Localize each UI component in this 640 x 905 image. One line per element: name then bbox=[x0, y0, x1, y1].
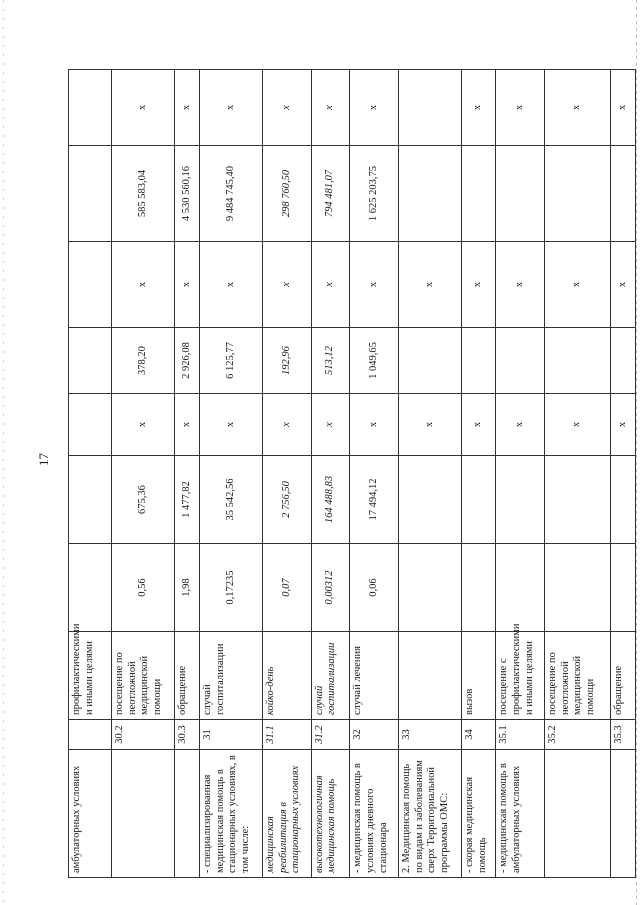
percent-cell: х bbox=[263, 70, 312, 146]
percapita-oms: 1 049,65 bbox=[350, 328, 399, 394]
percapita-budget: х bbox=[112, 394, 175, 456]
cost-budget: х bbox=[496, 242, 545, 328]
norm-cost bbox=[610, 456, 635, 544]
cost-budget: х bbox=[544, 242, 610, 328]
percapita-oms: 378,20 bbox=[112, 328, 175, 394]
unit-cell: обращение bbox=[175, 632, 200, 720]
norm-cost: 17 494,12 bbox=[350, 456, 399, 544]
cost-oms: 9 484 745,40 bbox=[200, 146, 263, 242]
percent-cell bbox=[399, 70, 462, 146]
norm-volume: 0,06 bbox=[350, 544, 399, 632]
percapita-budget bbox=[69, 394, 112, 456]
percent-cell: х bbox=[200, 70, 263, 146]
cost-oms bbox=[496, 146, 545, 242]
table-row bbox=[399, 70, 462, 878]
cost-oms: 1 625 203,75 bbox=[350, 146, 399, 242]
cost-budget: х bbox=[263, 242, 312, 328]
row-label: медицинская реабилитация в стационарных условиях bbox=[263, 750, 312, 878]
percapita-oms: 2 926,08 bbox=[175, 328, 200, 394]
percapita-budget: х bbox=[462, 394, 496, 456]
cost-oms: 298 760,50 bbox=[263, 146, 312, 242]
unit-cell: случай госпитализации bbox=[311, 632, 350, 720]
percent-cell bbox=[69, 70, 112, 146]
row-label: - скорая медицинская помощь bbox=[462, 750, 496, 878]
cost-oms: 4 530 560,16 bbox=[175, 146, 200, 242]
percent-cell: х bbox=[311, 70, 350, 146]
table-row bbox=[311, 70, 350, 878]
table-row bbox=[350, 70, 399, 878]
norm-cost bbox=[544, 456, 610, 544]
norm-volume bbox=[496, 544, 545, 632]
cost-oms bbox=[399, 146, 462, 242]
row-label: - медицинская помощь в условиях дневного стационара bbox=[350, 750, 399, 878]
row-number: 35.2 bbox=[544, 720, 610, 750]
cost-budget: х bbox=[462, 242, 496, 328]
percent-cell: х bbox=[544, 70, 610, 146]
row-number bbox=[69, 720, 112, 750]
norm-volume bbox=[462, 544, 496, 632]
table-row bbox=[112, 70, 175, 878]
row-label bbox=[175, 750, 200, 878]
row-number: 32 bbox=[350, 720, 399, 750]
cost-budget: х bbox=[175, 242, 200, 328]
percapita-budget: х bbox=[263, 394, 312, 456]
scan-edge-right bbox=[636, 0, 637, 905]
norm-volume: 0,07 bbox=[263, 544, 312, 632]
unit-cell: случай лечения bbox=[350, 632, 399, 720]
percapita-oms bbox=[496, 328, 545, 394]
norm-volume bbox=[610, 544, 635, 632]
row-number: 35.3 bbox=[610, 720, 635, 750]
financing-table bbox=[68, 69, 636, 878]
cost-budget: х bbox=[350, 242, 399, 328]
cost-budget: х bbox=[112, 242, 175, 328]
norm-cost: 164 488,83 bbox=[311, 456, 350, 544]
percent-cell: х bbox=[496, 70, 545, 146]
table-row bbox=[544, 70, 610, 878]
norm-cost: 675,36 bbox=[112, 456, 175, 544]
unit-cell: посещение по неотложной медицинской помощи bbox=[112, 632, 175, 720]
row-label: амбулаторных условиях bbox=[69, 750, 112, 878]
norm-volume: 0,00312 bbox=[311, 544, 350, 632]
unit-cell: случай госпитализации bbox=[200, 632, 263, 720]
unit-cell: профилактическими и иными целями bbox=[69, 632, 112, 720]
cost-budget: х bbox=[311, 242, 350, 328]
table-row bbox=[462, 70, 496, 878]
norm-volume bbox=[399, 544, 462, 632]
row-number: 30.3 bbox=[175, 720, 200, 750]
table-row bbox=[175, 70, 200, 878]
row-label: 2. Медицинская помощь по видам и заболеваниям сверх Территориальной программы ОМС: bbox=[399, 750, 462, 878]
percapita-oms: 6 125,77 bbox=[200, 328, 263, 394]
table-row bbox=[496, 70, 545, 878]
row-label: - медицинская помощь в амбулаторных условиях bbox=[496, 750, 545, 878]
cost-oms bbox=[69, 146, 112, 242]
percent-cell: х bbox=[350, 70, 399, 146]
row-number: 31.1 bbox=[263, 720, 312, 750]
norm-volume: 1,98 bbox=[175, 544, 200, 632]
unit-cell: посещение по неотложной медицинской помощи bbox=[544, 632, 610, 720]
unit-cell bbox=[399, 632, 462, 720]
row-label bbox=[610, 750, 635, 878]
table-row bbox=[69, 70, 112, 878]
row-number: 30.2 bbox=[112, 720, 175, 750]
row-number: 31.2 bbox=[311, 720, 350, 750]
percapita-budget: х bbox=[544, 394, 610, 456]
percapita-budget: х bbox=[610, 394, 635, 456]
norm-cost: 1 477,82 bbox=[175, 456, 200, 544]
row-number: 31 bbox=[200, 720, 263, 750]
unit-cell: посещение с профилактическими и иными целями bbox=[496, 632, 545, 720]
cost-budget: х bbox=[610, 242, 635, 328]
cost-budget: х bbox=[200, 242, 263, 328]
norm-volume: 0,56 bbox=[112, 544, 175, 632]
row-number: 35.1 bbox=[496, 720, 545, 750]
row-label: - специализированная медицинская помощь в стационарных условиях, в том числе: bbox=[200, 750, 263, 878]
page-number: 17 bbox=[36, 453, 51, 466]
rotated-table-wrapper bbox=[68, 70, 636, 878]
norm-cost bbox=[496, 456, 545, 544]
norm-cost: 35 542,56 bbox=[200, 456, 263, 544]
percapita-oms bbox=[462, 328, 496, 394]
percapita-budget: х bbox=[399, 394, 462, 456]
row-label bbox=[544, 750, 610, 878]
percapita-budget: х bbox=[175, 394, 200, 456]
row-number: 34 bbox=[462, 720, 496, 750]
cost-oms: 585 583,04 bbox=[112, 146, 175, 242]
percapita-oms bbox=[544, 328, 610, 394]
table-row bbox=[263, 70, 312, 878]
table-body bbox=[69, 70, 636, 878]
percapita-oms bbox=[69, 328, 112, 394]
cost-budget: х bbox=[399, 242, 462, 328]
norm-volume: 0,17235 bbox=[200, 544, 263, 632]
percapita-budget: х bbox=[200, 394, 263, 456]
cost-oms: 794 481,07 bbox=[311, 146, 350, 242]
row-number: 33 bbox=[399, 720, 462, 750]
percapita-budget: х bbox=[311, 394, 350, 456]
unit-cell: вызов bbox=[462, 632, 496, 720]
cost-oms bbox=[462, 146, 496, 242]
table-row bbox=[610, 70, 635, 878]
norm-cost bbox=[69, 456, 112, 544]
percent-cell: х bbox=[610, 70, 635, 146]
percapita-oms: 192,96 bbox=[263, 328, 312, 394]
percapita-oms: 513,12 bbox=[311, 328, 350, 394]
percent-cell: х bbox=[175, 70, 200, 146]
percent-cell: х bbox=[112, 70, 175, 146]
norm-cost bbox=[399, 456, 462, 544]
norm-volume bbox=[69, 544, 112, 632]
percent-cell: х bbox=[462, 70, 496, 146]
row-label bbox=[112, 750, 175, 878]
percapita-oms bbox=[399, 328, 462, 394]
norm-cost: 2 756,50 bbox=[263, 456, 312, 544]
unit-cell: койко-день bbox=[263, 632, 312, 720]
percapita-budget: х bbox=[496, 394, 545, 456]
cost-oms bbox=[610, 146, 635, 242]
norm-volume bbox=[544, 544, 610, 632]
norm-cost bbox=[462, 456, 496, 544]
row-label: высокотехнологичная медицинская помощь bbox=[311, 750, 350, 878]
unit-cell: обращение bbox=[610, 632, 635, 720]
scan-edge-left bbox=[3, 0, 4, 905]
table-row bbox=[200, 70, 263, 878]
cost-oms bbox=[544, 146, 610, 242]
percapita-oms bbox=[610, 328, 635, 394]
cost-budget bbox=[69, 242, 112, 328]
percapita-budget: х bbox=[350, 394, 399, 456]
